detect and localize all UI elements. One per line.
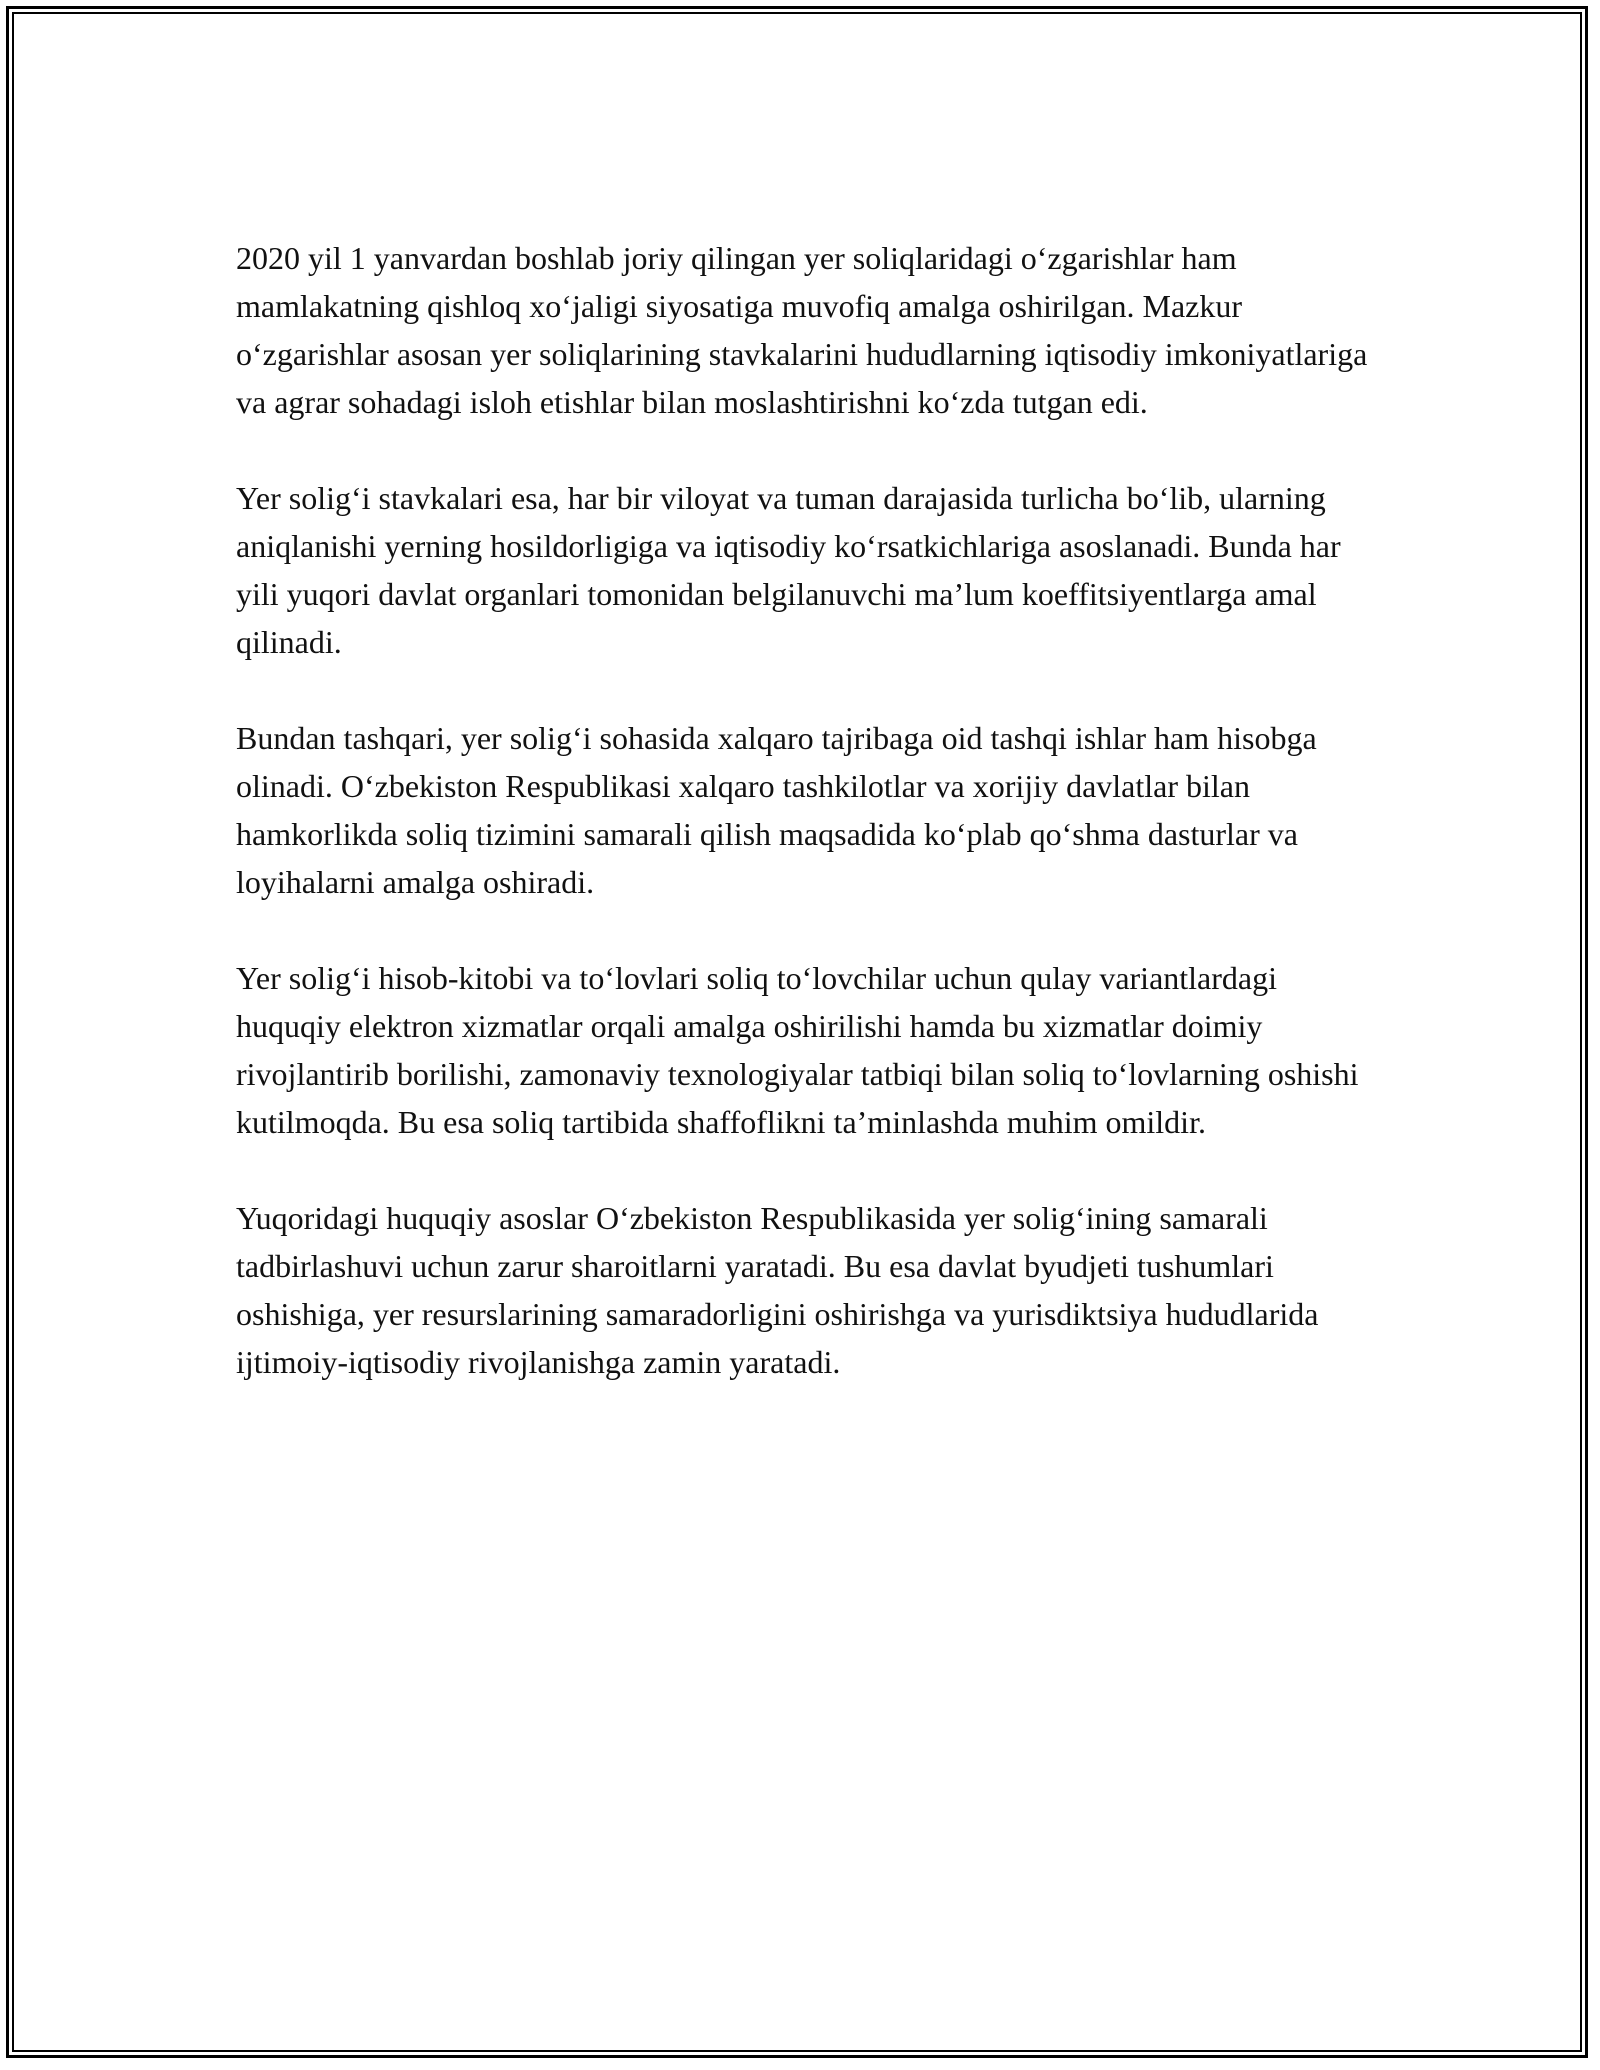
paragraph-5: Yuqoridagi huquqiy asoslar O‘zbekiston Respublikasida yer solig‘ining samarali tadbirlashuvi uchun zarur sharoitlarni yaratadi. Bu esa davlat byudjeti tushumlari oshishiga, yer resurslarining samaradorligini oshirishga va yurisdiktsiya hududlarida ijtimoiy-iqtisodiy rivojlanishga zamin yaratadi. bbox=[236, 1200, 1319, 1380]
paragraph-1: 2020 yil 1 yanvardan boshlab joriy qilingan yer soliqlaridagi o‘zgarishlar ham mamlakatning qishloq xo‘jaligi siyosatiga muvofiq amalga oshirilgan. Mazkur o‘zgarishlar asosan yer soliqlarining stavkalarini hududlarning iqtisodiy imkoniyatlariga va agrar sohadagi isloh etishlar bilan moslashtirishni ko‘zda tutgan edi. bbox=[236, 240, 1368, 420]
paragraph-4: Yer solig‘i hisob-kitobi va to‘lovlari soliq to‘lovchilar uchun qulay variantlardagi huquqiy elektron xizmatlar orqali amalga oshirilishi hamda bu xizmatlar doimiy rivojlantirib borilishi, zamonaviy texnologiyalar tatbiqi bilan soliq to‘lovlarning oshishi kutilmoqda. Bu esa soliq tartibida shaffoflikni ta’minlashda muhim omildir. bbox=[236, 960, 1359, 1140]
paragraph-3: Bundan tashqari, yer solig‘i sohasida xalqaro tajribaga oid tashqi ishlar ham hisobga olinadi. O‘zbekiston Respublikasi xalqaro tashkilotlar va xorijiy davlatlar bilan hamkorlikda soliq tizimini samarali qilish maqsadida ko‘plab qo‘shma dasturlar va loyihalarni amalga oshiradi. bbox=[236, 720, 1317, 900]
document-body bbox=[236, 234, 1376, 1386]
paragraph-2: Yer solig‘i stavkalari esa, har bir viloyat va tuman darajasida turlicha bo‘lib, ularning aniqlanishi yerning hosildorligiga va iqtisodiy ko‘rsatkichlariga asoslanadi. Bunda har yili yuqori davlat organlari tomonidan belgilanuvchi ma’lum koeffitsiyentlarga amal qilinadi. bbox=[236, 480, 1341, 660]
